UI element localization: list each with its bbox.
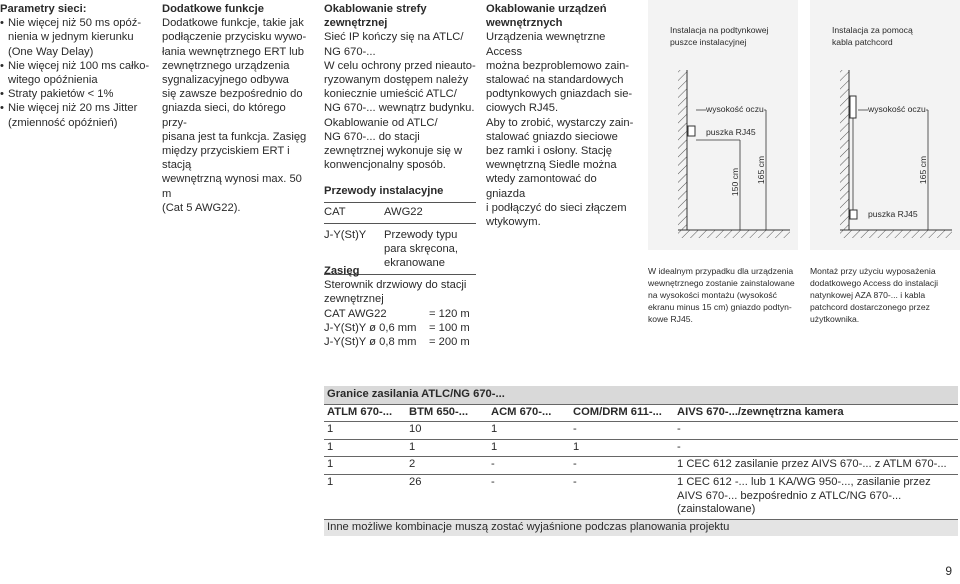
outdoor-cabling — [324, 2, 476, 275]
page-number: 9 — [945, 564, 952, 578]
cable-row: CAT AWG22 — [324, 205, 476, 224]
table-cell: - — [674, 439, 958, 457]
device-icon — [850, 96, 856, 118]
table-cell: 26 — [406, 474, 488, 519]
column-header: ATLM 670-... — [324, 404, 406, 422]
table-cell: - — [488, 457, 570, 475]
additional-functions — [162, 2, 312, 215]
socket-label: puszka RJ45 — [868, 209, 918, 219]
table-cell: - — [488, 474, 570, 519]
list-item: • Nie więcej niż 100 ms całko- witego opóźnienia — [0, 59, 150, 87]
table-footer-row — [324, 519, 958, 536]
paragraph: Sieć IP kończy się na ATLC/ NG 670-... W celu ochrony przed nieauto- ryzowanym dostępem należy koniecznie umieścić ATLC/ NG 670-... wewnątrz budynku. Okablowanie od ATLC/ NG 670-... do stacji zewnętrznej wykonuje się w konwencjonalny sposób. — [324, 31, 476, 172]
paragraph: Urządzenia wewnętrzne Access można bezproblemowo zain- stalować na standardowych podtynkowych gniazdach sie- ciowych RJ45. Aby to zrobić, wystarczy zain- stalować gniazdo sieciowe bez ramki i osłony. Stację wewnętrzną Siedle można wtedy zamontować do gniazda i podłączyć do sieci złączem wtykowym. — [486, 31, 634, 229]
table-title-row — [324, 386, 958, 404]
diagram-caption: Montaż przy użyciu wyposażenia dodatkowego Access do instalacji natynkowej AZA 870-... i kabla patchcord dostarczonego przez użytkownika. — [810, 266, 939, 324]
table-header-row — [324, 404, 958, 422]
table-cell: 1 — [488, 439, 570, 457]
wall — [840, 70, 849, 230]
eye-height-label: wysokość oczu — [868, 104, 926, 114]
table-cell: 1 — [488, 422, 570, 440]
table-cell: 1 — [570, 439, 674, 457]
floor — [840, 230, 952, 238]
range-row: J-Y(St)Y ø 0,8 mm = 200 m — [324, 336, 470, 349]
network-parameters — [0, 2, 150, 130]
table-cell: - — [570, 474, 674, 519]
range-section — [324, 264, 494, 349]
diagram-caption: W idealnym przypadku dla urządzenia wewnętrznego zostanie zainstalowane na wysokości montażu (wysokość ekranu minus 15 cm) gniazdo podtyn- kowe RJ45. — [648, 266, 795, 324]
table-footer: Inne możliwe kombinacje muszą zostać wyjaśnione podczas planowania projektu — [324, 519, 958, 536]
range-row: CAT AWG22 = 120 m — [324, 307, 470, 320]
table-cell: 1 — [324, 439, 406, 457]
table-cell: 2 — [406, 457, 488, 475]
diagram-title: Instalacja na podtynkowej puszce instalacyjnej — [670, 25, 769, 47]
table-cell: 1 — [324, 474, 406, 519]
table-cell: 1 CEC 612 -... lub 1 KA/WG 950-..., zasilanie przez AIVS 670-... bezpośrednio z ATLC/NG 670-... (zainstalowane) — [674, 474, 958, 519]
table-cell: 1 CEC 612 zasilanie przez AIVS 670-... z ATLM 670-... — [674, 457, 958, 475]
table-cell: 1 — [324, 422, 406, 440]
table-row — [324, 457, 958, 475]
table-cell: - — [570, 457, 674, 475]
list-item: • Straty pakietów < 1% — [0, 87, 150, 101]
height-165-label: 165 cm — [756, 155, 766, 185]
eye-height-label: wysokość oczu — [706, 104, 764, 114]
wall — [678, 70, 687, 230]
power-limits-table — [324, 386, 958, 536]
table-row — [324, 474, 958, 519]
height-165-label: 165 cm — [918, 155, 928, 185]
indoor-cabling — [486, 2, 636, 229]
table-row — [324, 422, 958, 440]
column-header: COM/DRM 611-... — [570, 404, 674, 422]
socket-icon — [688, 126, 695, 136]
cable-row: J-Y(St)Y Przewody typu para skręcona, ekranowane — [324, 228, 476, 276]
section-title: Okablowanie urządzeń wewnętrznych — [486, 3, 607, 30]
range-row: J-Y(St)Y ø 0,6 mm = 100 m — [324, 321, 470, 334]
network-parameters-title: Parametry sieci: — [0, 3, 87, 15]
column-header: ACM 670-... — [488, 404, 570, 422]
cables-title: Przewody instalacyjne — [324, 184, 476, 202]
section-title: Okablowanie strefy zewnętrznej — [324, 3, 427, 30]
paragraph: Dodatkowe funkcje, takie jak podłączenie przycisku wywo- łania wewnętrznego ERT lub zewnętrznego urządzenia sygnalizacyjnego odbywa się zawsze bezpośrednio do gniazda sieci, do którego przy- pisana jest ta funkcja. Zasięg między przyciskiem ERT i stacją wewnętrzną wynosi max. 50 m (Cat 5 AWG22). — [162, 17, 307, 214]
list-item: • Nie więcej niż 20 ms Jitter (zmienność opóźnień) — [0, 101, 150, 129]
table-cell: 10 — [406, 422, 488, 440]
table-title: Granice zasilania ATLC/NG 670-... — [324, 386, 958, 404]
section-title: Zasięg — [324, 265, 360, 277]
socket-label: puszka RJ45 — [706, 127, 756, 137]
floor — [678, 230, 790, 238]
diagram-flush-mounted — [648, 0, 798, 250]
list-item: • Nie więcej niż 50 ms opóź- nienia w jednym kierunku (One Way Delay) — [0, 16, 150, 59]
section-title: Dodatkowe funkcje — [162, 3, 264, 15]
diagram-drawing — [648, 0, 798, 250]
paragraph: Sterownik drzwiowy do stacji zewnętrznej — [324, 279, 467, 306]
diagram-title: Instalacja za pomocą kabla patchcord — [832, 25, 913, 47]
diagram-patchcord — [810, 0, 960, 250]
column-header: AIVS 670-.../zewnętrzna kamera — [674, 404, 958, 422]
table-cell: 1 — [324, 457, 406, 475]
table-row — [324, 439, 958, 457]
table-cell: 1 — [406, 439, 488, 457]
table-cell: - — [570, 422, 674, 440]
table-cell: - — [674, 422, 958, 440]
socket-icon — [850, 210, 857, 219]
column-header: BTM 650-... — [406, 404, 488, 422]
height-150-label: 150 cm — [730, 167, 740, 197]
